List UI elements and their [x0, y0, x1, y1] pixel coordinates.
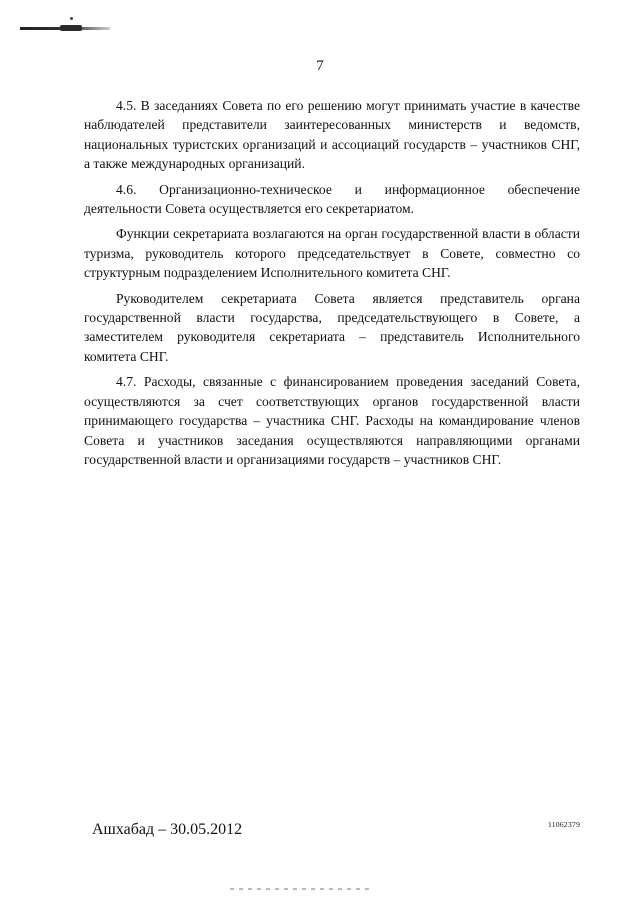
paragraph-secretariat-head: Руководителем секретариата Совета является представитель органа государственной власти государства, председательствующего в Совете, а заместителем руководителя секретариата – представитель Исполнительного комитета СНГ. [84, 290, 580, 364]
scan-artifact-line [20, 27, 110, 30]
footer-place-date: Ашхабад – 30.05.2012 [92, 821, 243, 838]
paragraph-4-6: 4.6. Организационно-техническое и информационное обеспечение деятельности Совета осуществляется его секретариатом. [84, 181, 580, 217]
paragraph-4-7: 4.7. Расходы, связанные с финансированием проведения заседаний Совета, осуществляются за счет соответствующих органов государственной власти принимающего государства – участника СНГ. Расходы на командирование членов Совета и участников заседания осуществляются направляющими органами государственной власти и организациями государств – участников СНГ. [84, 374, 580, 467]
scan-artifact-dot [70, 17, 73, 20]
page-number: 7 [316, 58, 324, 74]
scan-artifact-bottom [230, 888, 370, 890]
paragraph-secretariat-functions: Функции секретариата возлагаются на орган государственной власти в области туризма, руководитель которого председательствует в Совете, совместно со структурным подразделением Исполнительного комитета СНГ. [84, 226, 580, 281]
document-body [84, 96, 580, 475]
footer-document-code: 11062379 [548, 820, 581, 829]
paragraph-4-5: 4.5. В заседаниях Совета по его решению могут принимать участие в качестве наблюдателей представители заинтересованных министерств и ведомств, национальных туристских организаций и ассоциаций государств – участников СНГ, а также международных организаций. [84, 98, 580, 172]
